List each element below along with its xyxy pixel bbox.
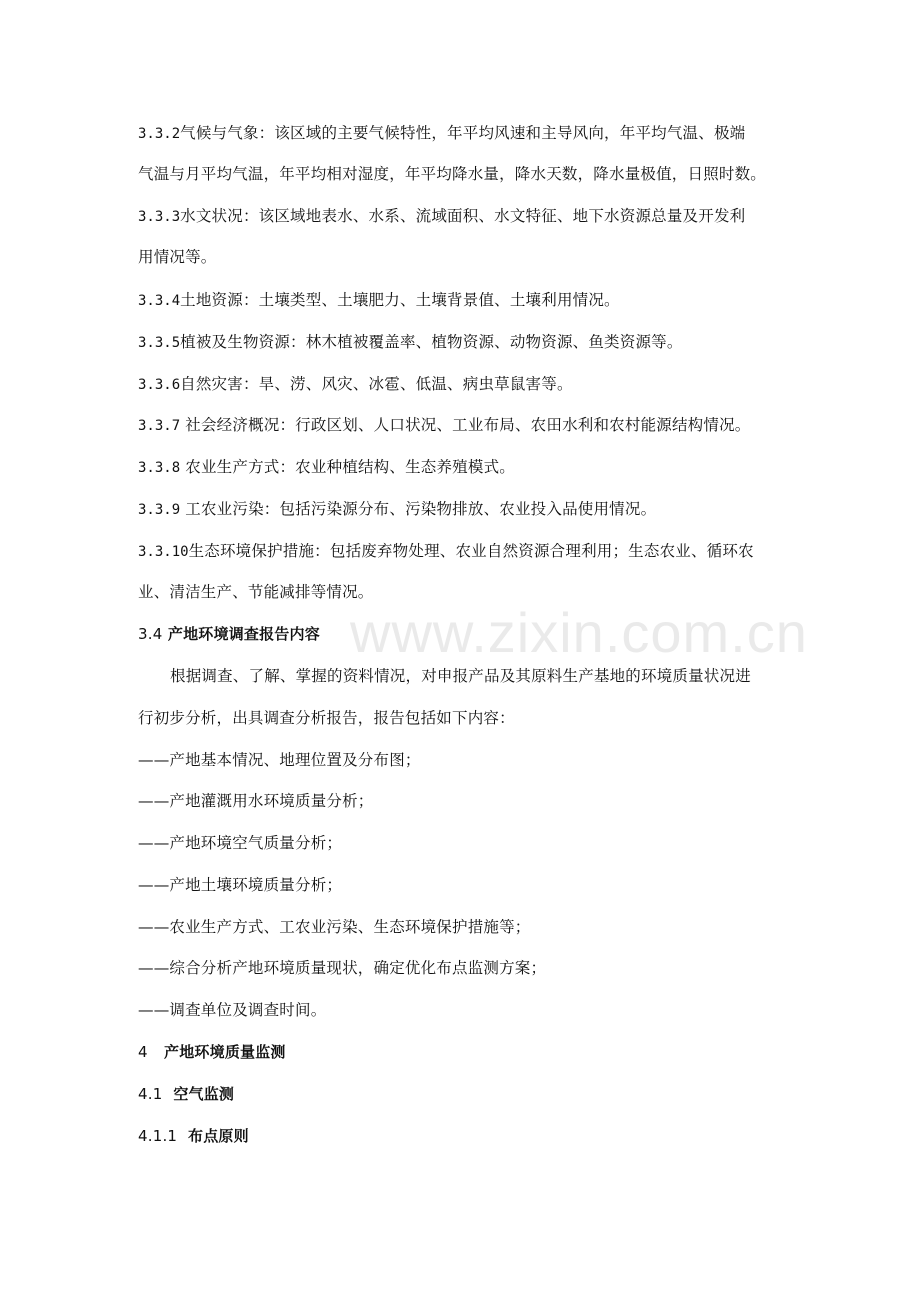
dash-list-item: ——产地灌溉用水环境质量分析； <box>138 792 374 810</box>
paragraph-line: 行初步分析，出具调查分析报告，报告包括如下内容： <box>138 709 515 727</box>
section-title: 产地环境质量监测 <box>147 1043 286 1061</box>
item-3-3-10 <box>138 541 754 562</box>
item-text: 土地资源：土壤类型、土壤肥力、土壤背景值、土壤利用情况。 <box>180 291 620 309</box>
item-number: 3.3.6 <box>138 377 181 393</box>
item-text: 业、清洁生产、节能减排等情况。 <box>138 583 374 601</box>
item-number: 3.3.3 <box>138 209 181 225</box>
item-text: 水文状况：该区域地表水、水系、流域面积、水文特征、地下水资源总量及开发利 <box>180 207 746 225</box>
section-number: 4 <box>138 1043 148 1061</box>
item-text: 气温与月平均气温，年平均相对湿度，年平均降水量，降水天数，降水量极值，日照时数。 <box>138 165 767 183</box>
item-text: 自然灾害：旱、涝、风灾、冰雹、低温、病虫草鼠害等。 <box>180 375 573 393</box>
paragraph-line: 根据调查、了解、掌握的资料情况，对申报产品及其原料生产基地的环境质量状况进 <box>170 667 751 685</box>
item-3-3-3 <box>138 206 745 227</box>
section-number: 4.1.1 <box>138 1127 178 1145</box>
item-3-3-7 <box>138 415 751 436</box>
item-text: 用情况等。 <box>138 248 217 266</box>
section-number: 3.4 <box>138 625 163 643</box>
watermark: www.zixin.com.cn <box>350 601 808 664</box>
section-title: 产地环境调查报告内容 <box>162 625 320 643</box>
item-3-3-10-cont <box>138 582 374 602</box>
item-3-3-2-cont <box>138 164 766 184</box>
dash-list-item: ——产地基本情况、地理位置及分布图； <box>138 751 421 769</box>
item-text: 社会经济概况：行政区划、人口状况、工业布局、农田水利和农村能源结构情况。 <box>180 416 751 434</box>
heading-4 <box>138 1042 286 1062</box>
item-3-3-6 <box>138 374 573 395</box>
item-number: 3.3.9 <box>138 502 181 518</box>
section-title: 空气监测 <box>162 1085 235 1103</box>
item-text: 气候与气象：该区域的主要气候特性，年平均风速和主导风向，年平均气温、极端 <box>180 124 746 142</box>
heading-4-1 <box>138 1084 234 1104</box>
dash-list-item: ——综合分析产地环境质量现状，确定优化布点监测方案； <box>138 959 547 977</box>
section-number: 4.1 <box>138 1085 163 1103</box>
section-heading-3-4 <box>138 624 320 644</box>
dash-list-item: ——调查单位及调查时间。 <box>138 1001 327 1019</box>
item-number: 3.3.5 <box>138 335 181 351</box>
item-3-3-9 <box>138 499 656 520</box>
dash-list-item: ——农业生产方式、工农业污染、生态环境保护措施等； <box>138 918 531 936</box>
item-text: 生态环境保护措施：包括废弃物处理、农业自然资源合理利用；生态农业、循环农 <box>188 542 754 560</box>
item-3-3-2 <box>138 123 745 144</box>
item-number: 3.3.8 <box>138 460 181 476</box>
item-3-3-8 <box>138 457 515 478</box>
item-number: 3.3.4 <box>138 293 181 309</box>
dash-list-item: ——产地环境空气质量分析； <box>138 834 343 852</box>
item-text: 工农业污染：包括污染源分布、污染物排放、农业投入品使用情况。 <box>180 500 657 518</box>
dash-list-item: ——产地土壤环境质量分析； <box>138 876 343 894</box>
item-number: 3.3.10 <box>138 544 189 560</box>
heading-4-1-1 <box>138 1126 249 1146</box>
item-text: 农业生产方式：农业种植结构、生态养殖模式。 <box>180 458 515 476</box>
item-number: 3.3.2 <box>138 126 181 142</box>
item-number: 3.3.7 <box>138 418 181 434</box>
item-3-3-5 <box>138 332 683 353</box>
section-title: 布点原则 <box>177 1127 249 1145</box>
item-3-3-3-cont <box>138 247 217 267</box>
item-text: 植被及生物资源：林木植被覆盖率、植物资源、动物资源、鱼类资源等。 <box>180 333 683 351</box>
item-3-3-4 <box>138 290 620 311</box>
